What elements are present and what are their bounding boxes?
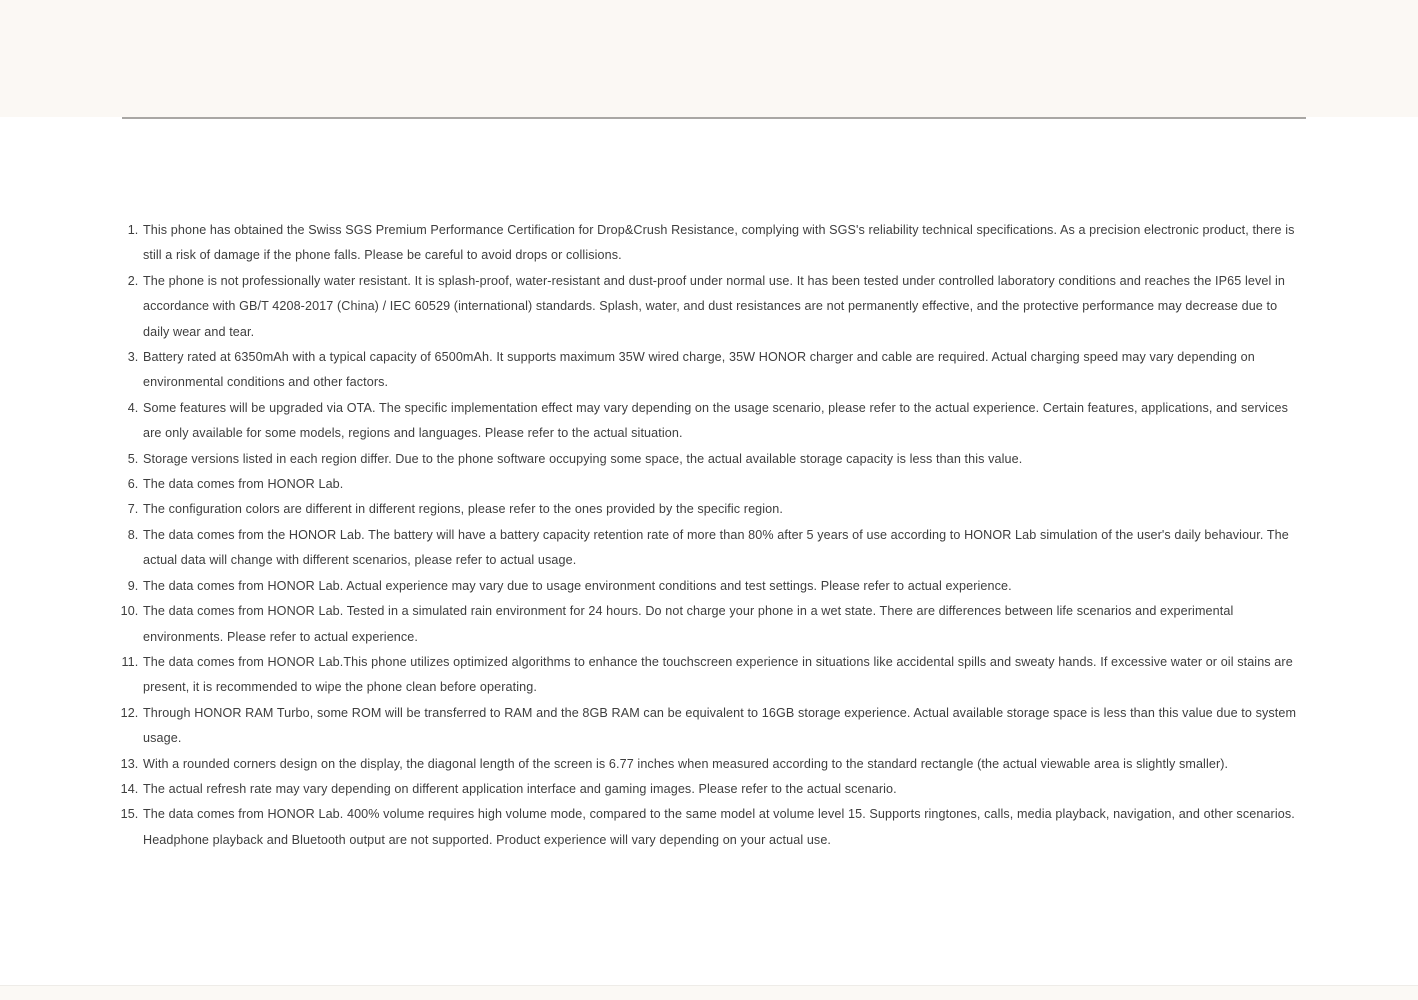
footnote-item-7: 7. The configuration colors are different in different regions, please refer to the ones provided by the specific region. (142, 497, 1304, 522)
footnotes-list (124, 218, 1304, 853)
footnote-item-3: 3. Battery rated at 6350mAh with a typical capacity of 6500mAh. It supports maximum 35W wired charge, 35W HONOR charger and cable are required. Actual charging speed may vary depending on environmental conditions and other factors. (142, 345, 1304, 396)
top-band (0, 0, 1418, 117)
footnote-item-13: 13. With a rounded corners design on the display, the diagonal length of the screen is 6.77 inches when measured according to the standard rectangle (the actual viewable area is slightly smaller). (142, 752, 1304, 777)
footnote-item-2: 2. The phone is not professionally water resistant. It is splash-proof, water-resistant and dust-proof under normal use. It has been tested under controlled laboratory conditions and reaches the IP65 level in accordance with GB/T 4208-2017 (China) / IEC 60529 (international) standards. Splash, water, and dust resistances are not permanently effective, and the protective performance may decrease due to daily wear and tear. (142, 269, 1304, 345)
footnote-item-5: 5. Storage versions listed in each region differ. Due to the phone software occupying some space, the actual available storage capacity is less than this value. (142, 447, 1304, 472)
footnote-item-14: 14. The actual refresh rate may vary depending on different application interface and gaming images. Please refer to the actual scenario. (142, 777, 1304, 802)
footnote-item-1: 1. This phone has obtained the Swiss SGS Premium Performance Certification for Drop&Crush Resistance, complying with SGS's reliability technical specifications. As a precision electronic product, there is still a risk of damage if the phone falls. Please be careful to avoid drops or collisions. (142, 218, 1304, 269)
footnote-item-8: 8. The data comes from the HONOR Lab. The battery will have a battery capacity retention rate of more than 80% after 5 years of use according to HONOR Lab simulation of the user's daily behaviour. The actual data will change with different scenarios, please refer to actual usage. (142, 523, 1304, 574)
footnote-item-9: 9. The data comes from HONOR Lab. Actual experience may vary due to usage environment conditions and test settings. Please refer to actual experience. (142, 574, 1304, 599)
footnote-item-10: 10. The data comes from HONOR Lab. Tested in a simulated rain environment for 24 hours. Do not charge your phone in a wet state. There are differences between life scenarios and experimental environments. Please refer to actual experience. (142, 599, 1304, 650)
footnotes-section (124, 218, 1304, 853)
footnote-item-4: 4. Some features will be upgraded via OTA. The specific implementation effect may vary depending on the usage scenario, please refer to the actual experience. Certain features, applications, and services are only available for some models, regions and languages. Please refer to the actual situation. (142, 396, 1304, 447)
footnote-item-11: 11. The data comes from HONOR Lab.This phone utilizes optimized algorithms to enhance the touchscreen experience in situations like accidental spills and sweaty hands. If excessive water or oil stains are present, it is recommended to wipe the phone clean before operating. (142, 650, 1304, 701)
footnote-item-6: 6. The data comes from HONOR Lab. (142, 472, 1304, 497)
footnote-item-12: 12. Through HONOR RAM Turbo, some ROM will be transferred to RAM and the 8GB RAM can be equivalent to 16GB storage experience. Actual available storage space is less than this value due to system usage. (142, 701, 1304, 752)
top-divider (122, 117, 1306, 119)
bottom-band (0, 985, 1418, 1000)
footnote-item-15: 15. The data comes from HONOR Lab. 400% volume requires high volume mode, compared to the same model at volume level 15. Supports ringtones, calls, media playback, navigation, and other scenarios. Headphone playback and Bluetooth output are not supported. Product experience will vary depending on your actual use. (142, 802, 1304, 853)
